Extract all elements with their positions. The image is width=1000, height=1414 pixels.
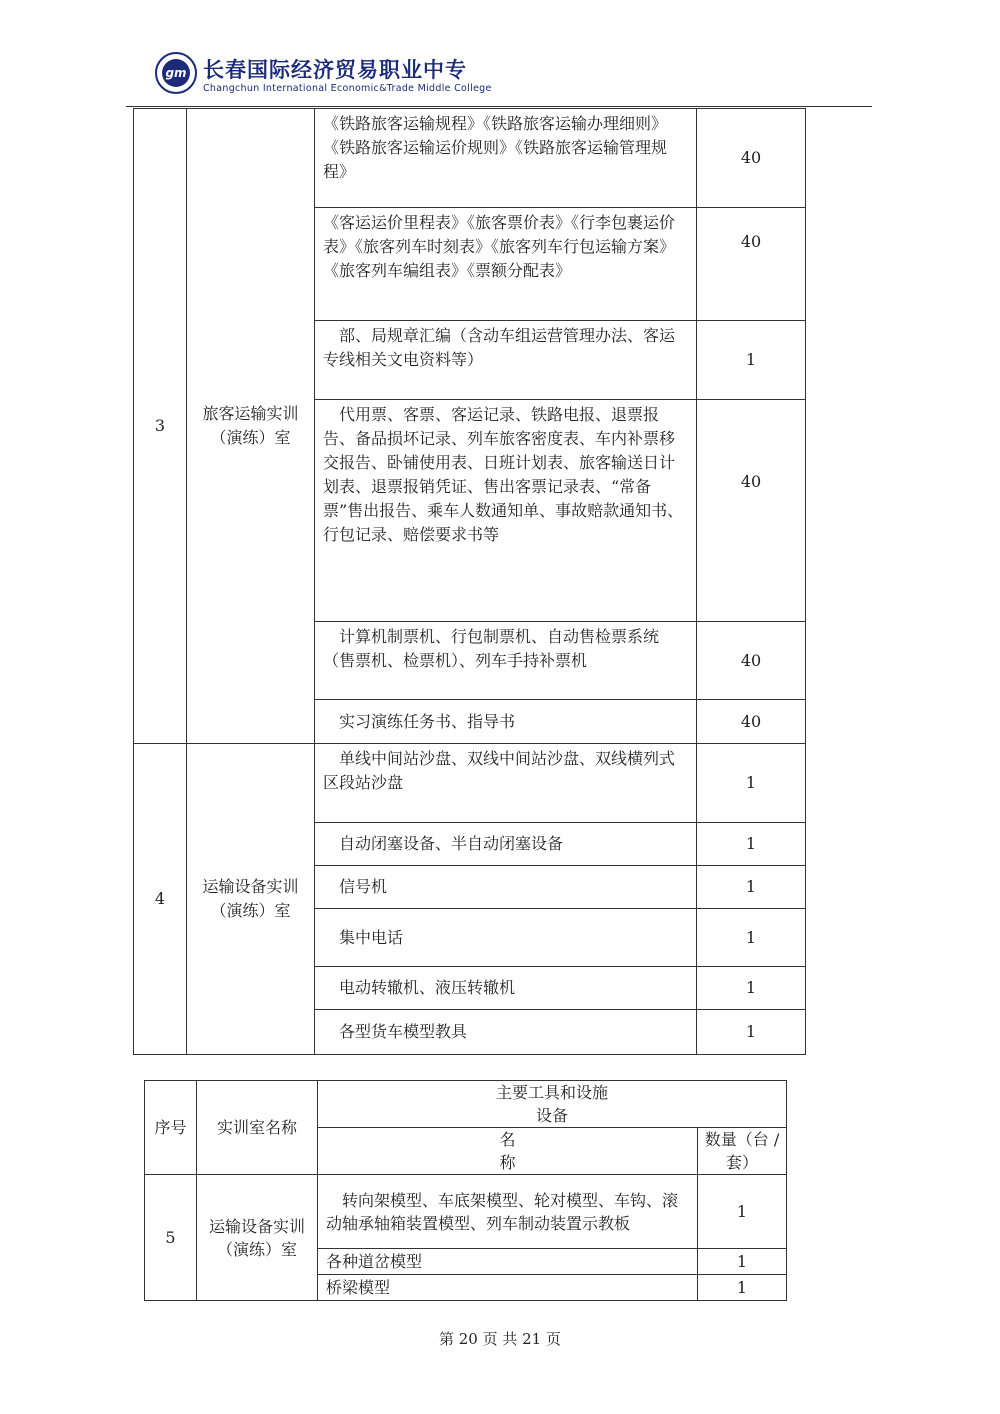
header-tools-line2: 设备 [536,1106,569,1125]
equipment-quantity: 1 [698,1175,787,1249]
row-number: 5 [145,1175,197,1301]
school-logo-icon [155,52,197,94]
equipment-name: 《铁路旅客运输规程》《铁路旅客运输办理细则》《铁路旅客运输运价规则》《铁路旅客运输管理规程》 [315,109,697,208]
header-tools-line1: 主要工具和设施 [496,1083,609,1102]
table-row [134,744,806,823]
school-name-cn: 长春国际经济贸易职业中专 [203,58,467,82]
equipment-name: 单线中间站沙盘、双线中间站沙盘、双线横列式区段站沙盘 [315,744,697,823]
header-divider [126,106,872,107]
school-name-en: Changchun International Economic&Trade Middle College [203,83,492,94]
equipment-table [144,1080,787,1301]
equipment-quantity: 1 [697,967,806,1010]
table-row [134,109,806,208]
equipment-name: 各型货车模型教具 [315,1010,697,1055]
equipment-name: 部、局规章汇编（含动车组运营管理办法、客运专线相关文电资料等） [315,321,697,400]
equipment-quantity: 1 [697,909,806,967]
equipment-quantity: 40 [697,622,806,700]
header-tools-facilities [318,1081,787,1128]
row-number: 3 [134,109,187,744]
equipment-name: 计算机制票机、行包制票机、自动售检票系统（售票机、检票机）、列车手持补票机 [315,622,697,700]
equipment-quantity: 1 [698,1275,787,1301]
equipment-name: 电动转辙机、液压转辙机 [315,967,697,1010]
equipment-quantity: 1 [697,321,806,400]
equipment-name: 信号机 [315,866,697,909]
header-room-name: 实训室名称 [197,1081,318,1175]
room-name-line1: 运输设备实训 [208,1216,305,1236]
equipment-name: 转向架模型、车底架模型、轮对模型、车钩、滚动轴承轴箱装置模型、列车制动装置示教板 [318,1175,698,1249]
equipment-quantity: 1 [697,866,806,909]
header-name-line1: 名 [499,1130,516,1149]
table-row [145,1175,787,1249]
equipment-quantity: 1 [697,1010,806,1055]
equipment-quantity: 40 [697,109,806,208]
header-equipment-name [318,1128,698,1175]
equipment-name: 各种道岔模型 [318,1249,698,1275]
equipment-name: 集中电话 [315,909,697,967]
equipment-name: 桥梁模型 [318,1275,698,1301]
room-name: 旅客运输实训（演练）室 [187,109,315,744]
room-name-line2: （演练）室 [216,1239,297,1259]
row-number: 4 [134,744,187,1055]
room-name: 运输设备实训（演练）室 [187,744,315,1055]
equipment-name: 代用票、客票、客运记录、铁路电报、退票报告、备品损坏记录、列车旅客密度表、车内补票移交报告、卧铺使用表、日班计划表、旅客输送日计划表、退票报销凭证、售出客票记录表、“常备票”售出报告、乘车人数通知单、事故赔款通知书、行包记录、赔偿要求书等 [315,400,697,622]
equipment-quantity: 40 [697,208,806,321]
equipment-quantity: 1 [697,823,806,866]
logo-mark: gm [162,59,190,87]
header-name-line2: 称 [499,1153,516,1172]
header-serial-number: 序号 [145,1081,197,1175]
room-name [197,1175,318,1301]
equipment-name: 实习演练任务书、指导书 [315,700,697,744]
equipment-name: 自动闭塞设备、半自动闭塞设备 [315,823,697,866]
equipment-quantity: 1 [697,744,806,823]
page-number: 第 20 页 共 21 页 [438,1330,561,1348]
equipment-table-continued [133,108,806,1055]
header-quantity: 数量（台 / 套） [698,1128,787,1175]
table-header-row [145,1081,787,1128]
equipment-quantity: 1 [698,1249,787,1275]
equipment-quantity: 40 [697,400,806,622]
equipment-name: 《客运运价里程表》《旅客票价表》《行李包裹运价表》《旅客列车时刻表》《旅客列车行包运输方案》《旅客列车编组表》《票额分配表》 [315,208,697,321]
equipment-quantity: 40 [697,700,806,744]
